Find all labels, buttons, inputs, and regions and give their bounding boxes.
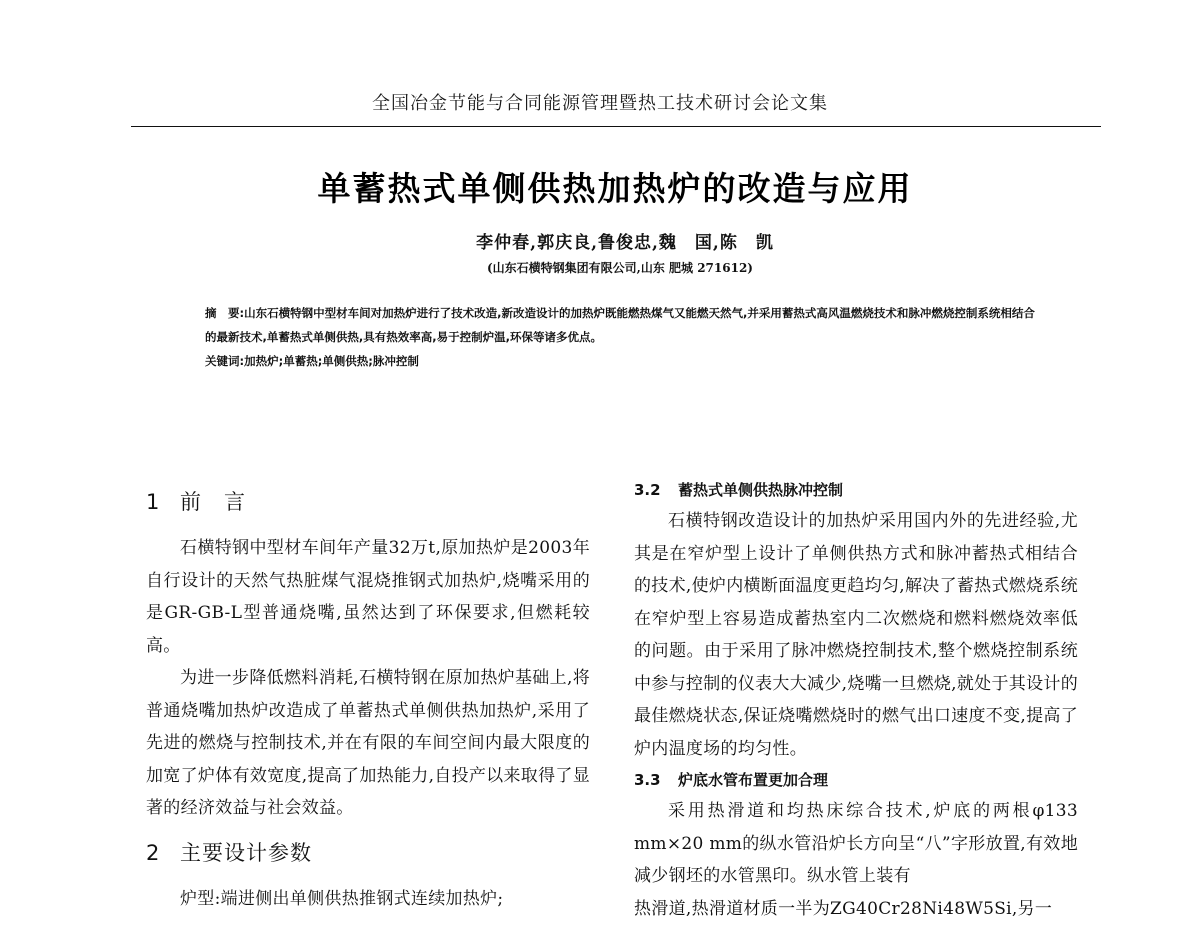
keywords: [205, 349, 1035, 373]
section-number: 2: [146, 840, 161, 865]
subsection-heading-3-3: [634, 765, 1078, 795]
section-heading-1: [146, 480, 590, 524]
right-column: [634, 475, 1078, 925]
paper-title: 单蓄热式单侧供热加热炉的改造与应用: [317, 169, 913, 208]
subsection-number: 3.2: [634, 481, 661, 499]
left-column: [146, 480, 590, 915]
affiliation: (山东石横特钢集团有限公司,山东 肥城 271612): [487, 261, 753, 275]
section-number: 1: [146, 490, 161, 514]
subsection-heading-3-2: [634, 475, 1078, 505]
section-title: 前 言: [180, 490, 246, 514]
subsection-number: 3.3: [634, 771, 661, 789]
running-header: 全国冶金节能与合同能源管理暨热工技术研讨会论文集: [372, 93, 828, 114]
header-rule: [131, 126, 1101, 127]
paragraph-partial: 热滑道,热滑道材质一半为ZG40Cr28Ni48W5Si,另一: [634, 898, 1053, 919]
subsection-title: 炉底水管布置更加合理: [678, 771, 829, 789]
paragraph: 为进一步降低燃料消耗,石横特钢在原加热炉基础上,将普通烧嘴加热炉改造成了单蓄热式单侧供热加热炉,采用了先进的燃烧与控制技术,并在有限的车间空间内最大限度的加宽了炉体有效宽度,提高了加热能力,自投产以来取得了显著的经济效益与社会效益。: [146, 668, 590, 818]
abstract-block: [205, 301, 1035, 373]
abstract-text: [205, 301, 1035, 349]
section-heading-2: [146, 831, 590, 875]
section-title: 主要设计参数: [180, 840, 312, 865]
abstract-body: 山东石横特钢中型材车间对加热炉进行了技术改造,新改造设计的加热炉既能燃热煤气又能燃天然气,并采用蓄热式高风温燃烧技术和脉冲燃烧控制系统相结合的最新技术,单蓄热式单侧供热,具有热效率高,易于控制炉温,环保等诸多优点。: [205, 306, 1035, 344]
paragraph-partial: 炉型:端进侧出单侧供热推钢式连续加热炉;: [180, 888, 504, 909]
paragraph: 石横特钢中型材车间年产量32万t,原加热炉是2003年自行设计的天然气热脏煤气混烧推钢式加热炉,烧嘴采用的是GR-GB-L型普通烧嘴,虽然达到了环保要求,但燃耗较高。: [146, 538, 590, 656]
keywords-list: 加热炉;单蓄热;单侧供热;脉冲控制: [244, 354, 419, 368]
author-list: 李仲春,郭庆良,鲁俊忠,魏 国,陈 凯: [476, 233, 774, 253]
paragraph: 采用热滑道和均热床综合技术,炉底的两根φ133 mm×20 mm的纵水管沿炉长方向呈“八”字形放置,有效地减少钢坯的水管黑印。纵水管上装有: [634, 801, 1078, 886]
subsection-title: 蓄热式单侧供热脉冲控制: [678, 481, 844, 499]
paragraph: 石横特钢改造设计的加热炉采用国内外的先进经验,尤其是在窄炉型上设计了单侧供热方式和脉冲蓄热式相结合的技术,使炉内横断面温度更趋均匀,解决了蓄热式燃烧系统在窄炉型上容易造成蓄热室内二次燃烧和燃料燃烧效率低的问题。由于采用了脉冲燃烧控制技术,整个燃烧控制系统中参与控制的仪表大大减少,烧嘴一旦燃烧,就处于其设计的最佳燃烧状态,保证烧嘴燃烧时的燃气出口速度不变,提高了炉内温度场的均匀性。: [634, 511, 1078, 759]
keywords-label: 关键词:: [205, 354, 245, 368]
abstract-label: 摘 要:: [205, 306, 245, 320]
